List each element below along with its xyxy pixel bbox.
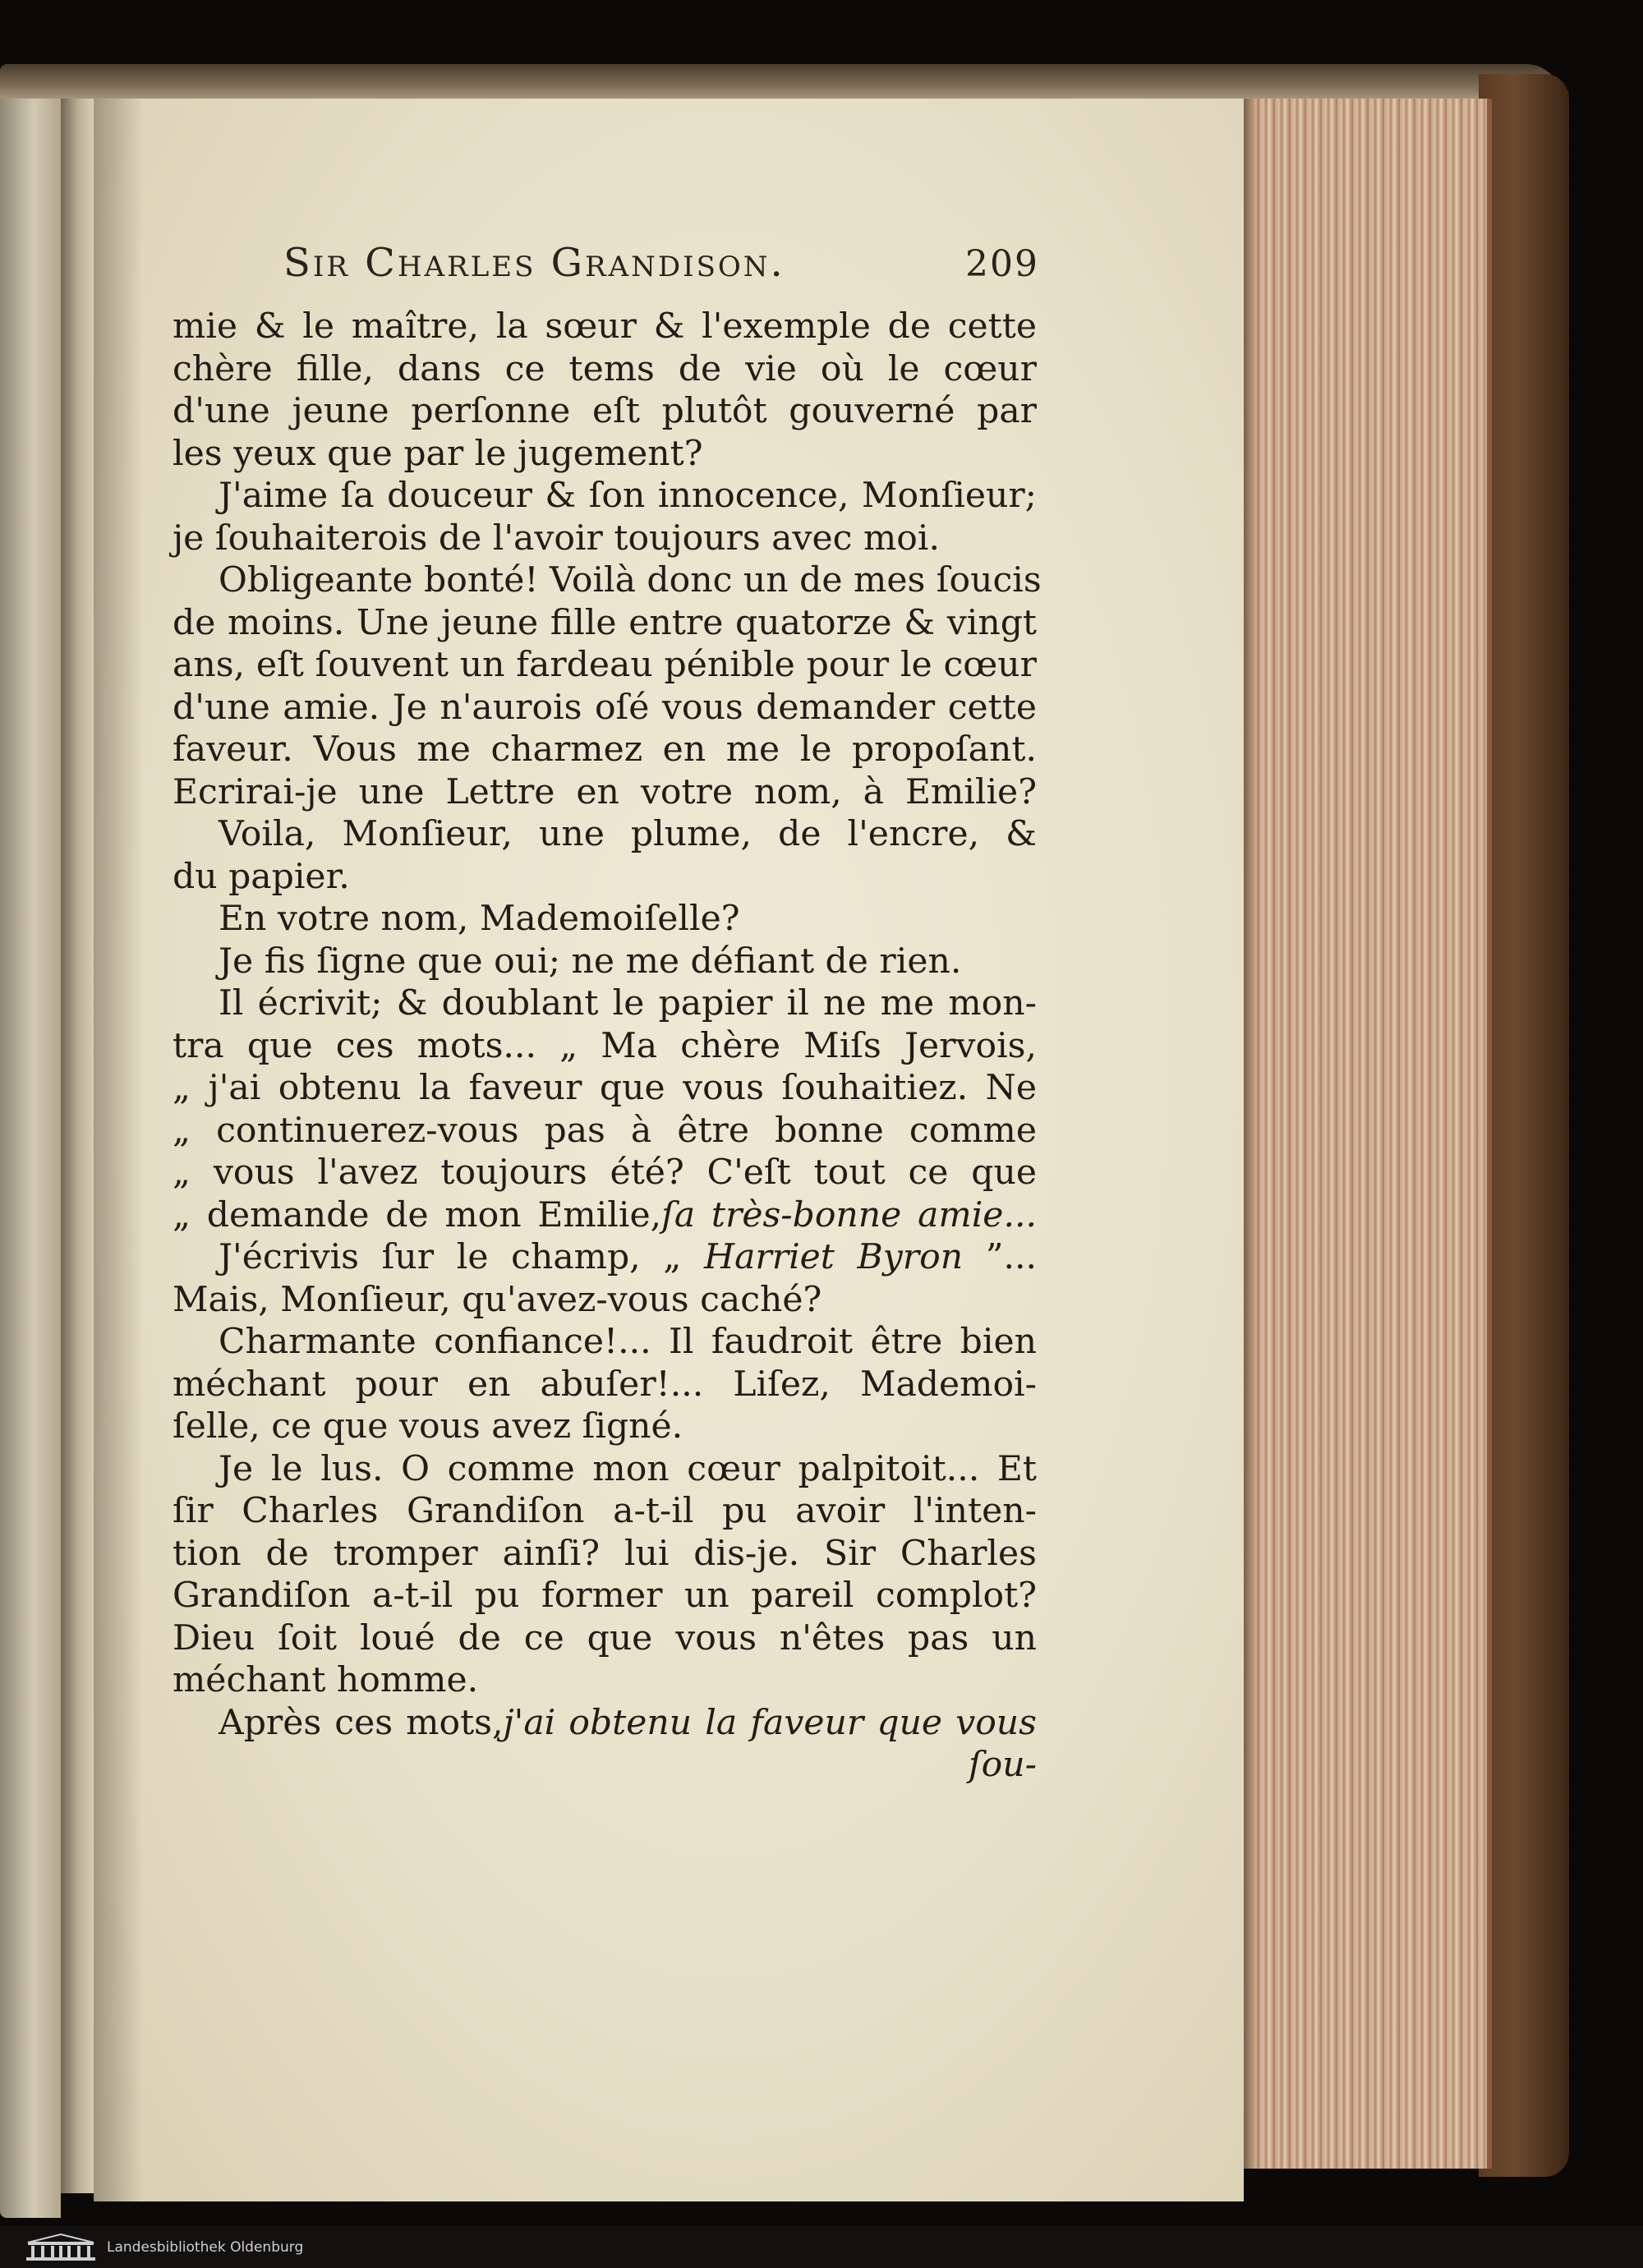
text-line: les yeux que par le jugement?: [173, 433, 703, 474]
book-cover-top: [0, 64, 1561, 99]
text-line: Je fis ſigne que oui; ne me défiant de rien.: [219, 941, 962, 982]
text-line: J'aime ſa douceur & ſon innocence, Monſieur;: [219, 476, 1037, 516]
text-line: Charmante confiance!... Il faudroit être bien: [219, 1322, 1037, 1362]
italic-name: Harriet Byron: [704, 1237, 964, 1277]
text-line: ſelle, ce que vous avez ſigné.: [173, 1406, 683, 1447]
text-line: [173, 1236, 1037, 1279]
text-line: d'une amie. Je n'aurois oſé vous demander cette: [173, 687, 1037, 728]
text-line: Dieu ſoit loué de ce que vous n'êtes pas un: [173, 1617, 1037, 1658]
text-line: Grandiſon a-t-il pu former un pareil complot?: [173, 1576, 1037, 1616]
text-line: ans, eſt ſouvent un fardeau pénible pour le cœur: [173, 645, 1037, 685]
text-line: chère fille, dans ce tems de vie où le cœur: [173, 348, 1037, 389]
text-line: [173, 1702, 1037, 1745]
text-line: de moins. Une jeune fille entre quatorze & vingt: [173, 602, 1037, 643]
left-page-edge: [0, 82, 61, 2218]
text-line: mie & le maître, la sœur & l'exemple de cette: [173, 306, 1037, 347]
text-line: tra que ces mots... „ Ma chère Miſs Jervois,: [173, 1025, 1037, 1066]
book-cover-right: [1479, 74, 1569, 2177]
page-number: 209: [965, 243, 1039, 285]
page-stack-edges: [1244, 99, 1492, 2169]
catchword: ſou-: [968, 1745, 1037, 1785]
text-line: „ j'ai obtenu la faveur que vous ſouhaitiez. Ne: [173, 1068, 1037, 1108]
text-line: Voila, Monſieur, une plume, de l'encre, &: [219, 814, 1037, 854]
text-line: faveur. Vous me charmez en me le propoſant.: [173, 729, 1037, 770]
text-line: d'une jeune perſonne eſt plutôt gouverné par: [173, 391, 1037, 431]
book-gutter: [61, 90, 95, 2193]
text-segment: ”...: [985, 1237, 1038, 1277]
text-line: [173, 1194, 1037, 1237]
text-line: „ vous l'avez toujours été? C'eſt tout ce que: [173, 1152, 1037, 1193]
text-segment: J'écrivis ſur le champ, „: [219, 1237, 682, 1277]
text-line: Je le lus. O comme mon cœur palpitoit... Et: [219, 1448, 1037, 1489]
text-line: je ſouhaiterois de l'avoir toujours avec moi.: [173, 518, 940, 559]
library-building-icon: [25, 2233, 97, 2262]
text-line: Obligeante bonté! Voilà donc un de mes ſoucis: [219, 560, 1042, 600]
text-segment: Après ces mots,: [219, 1702, 504, 1743]
italic-quote: j'ai obtenu la faveur que vous: [503, 1702, 1037, 1743]
body-text: [173, 306, 1042, 1787]
text-line: méchant homme.: [173, 1660, 479, 1700]
library-name: Landesbibliothek Oldenburg: [107, 2238, 304, 2256]
text-line: Ecrirai-je une Lettre en votre nom, à Emilie?: [173, 771, 1037, 812]
text-line: Il écrivit; & doublant le papier il ne me mon-: [219, 983, 1037, 1024]
text-line: méchant pour en abuſer!... Liſez, Mademoi-: [173, 1364, 1037, 1405]
text-line: du papier.: [173, 856, 350, 897]
text-line: Mais, Monſieur, qu'avez-vous caché?: [173, 1279, 822, 1320]
text-line: En votre nom, Mademoiſelle?: [219, 899, 740, 939]
footer-bar: [0, 2226, 1643, 2268]
running-head: [283, 240, 1039, 286]
italic-signature: ſa très-bonne amie...: [661, 1194, 1037, 1235]
text-line: ſir Charles Grandiſon a-t-il pu avoir l'inten-: [173, 1491, 1037, 1531]
text-line: tion de tromper ainſi? lui dis-je. Sir Charles: [173, 1533, 1037, 1574]
text-line: „ continuerez-vous pas à être bonne comme: [173, 1110, 1037, 1151]
text-segment: „ demande de mon Emilie,: [173, 1194, 662, 1235]
running-head-title: Sir Charles Grandison.: [283, 240, 785, 286]
